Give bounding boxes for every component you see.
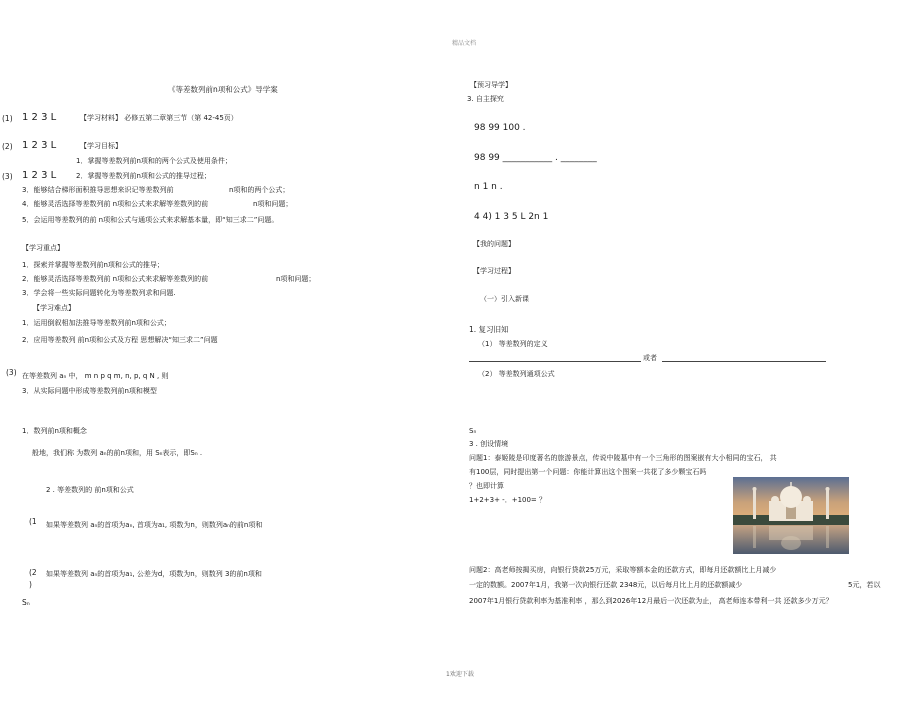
- taj-mahal-photo: [733, 477, 849, 554]
- formula-2-close: ): [29, 580, 32, 589]
- margin-label-3: (3): [2, 172, 13, 181]
- goal-3-end: n项和的两个公式；: [229, 186, 290, 194]
- explore-2: 98 99 ___________ . ________: [474, 153, 597, 163]
- document-title: 《等差数列前n项和公式》导学案: [168, 85, 278, 94]
- margin-sequence-2: 1 2 3 L: [22, 140, 57, 151]
- problem-2-line-1: 问题2：高老师按揭买房，向银行贷款25万元，采取等额本金的还款方式，即每月还款额比上月减少: [469, 566, 777, 574]
- formula-heading: 2 . 等差数列的 前n项和公式: [46, 486, 134, 494]
- problem-1-line-1: 问题1：泰姬陵是印度著名的旅游景点，传说中陵墓中有一个三角形的图案嵌有大小相同的宝石， 共: [469, 454, 777, 462]
- goals-heading: 【学习目标】: [80, 142, 122, 150]
- problem-2-line-2-end: 5元，若以: [848, 581, 881, 589]
- goal-1: 1．掌握等差数列前n项和的两个公式及使用条件；: [76, 157, 232, 165]
- concept-definition: 般地，我们称 为数列 aₙ的前n项和，用 Sₙ表示，即Sₙ .: [32, 449, 203, 457]
- margin-sequence-3: 1 2 3 L: [22, 170, 57, 181]
- or-label: 或者: [643, 354, 657, 362]
- preview-heading: 【预习导学】: [470, 81, 512, 89]
- formula-1-label: (1: [29, 517, 37, 526]
- scene-heading: 3 . 创设情境: [469, 440, 509, 448]
- sequence-condition: 在等差数列 aₙ 中， m n p q m, n, p, q N , 则: [22, 372, 169, 380]
- difficulties-heading: 【学习难点】: [33, 304, 75, 312]
- part-1-heading: （一）引入新课: [480, 295, 529, 303]
- goal-2: 2．掌握等差数列前n项和公式的推导过程；: [76, 172, 211, 180]
- concept-heading: 1．数列前n项和概念: [22, 427, 87, 435]
- problem-1-line-3: ？也即计算: [469, 482, 504, 490]
- margin-label-4: (3): [6, 368, 17, 377]
- margin-sequence-1: 1 2 3 L: [22, 112, 57, 123]
- review-1: （1） 等差数列的定义: [478, 340, 548, 348]
- answer-line-1: [469, 361, 641, 362]
- review-2: （2） 等差数列通项公式: [478, 370, 555, 378]
- formula-1: 如果等差数列 aₙ的首项为aₙ, 首项为a₁, 项数为n，则数列aₙ的前n项和: [46, 521, 263, 529]
- study-materials: 【学习材料】 必修五第二章第三节（第 42-45页）: [80, 114, 238, 122]
- explore-3: n 1 n .: [474, 182, 503, 192]
- key-point-3: 3．学会将一些实际问题转化为等差数列求和问题.: [22, 289, 176, 297]
- goal-5: 5．会运用等差数列的前 n项和公式与通项公式来求解基本量，即“知三求二”问题。: [22, 216, 279, 224]
- goal-4: 4．能够灵活选择等差数列前 n项和公式来求解等差数列的前: [22, 200, 209, 208]
- difficulty-2: 2．应用等差数列 前n项和公式及方程 思想解决“知三求二”问题: [22, 336, 218, 344]
- margin-label-1: (1): [2, 114, 13, 123]
- my-questions-heading: 【我的问题】: [473, 240, 515, 248]
- self-explore: 3. 自主探究: [467, 95, 504, 103]
- problem-1-line-4: 1+2+3+ -．+100= ？: [469, 496, 547, 504]
- page-watermark: 精品文档: [452, 40, 477, 47]
- goal-4-end: n项和问题；: [253, 200, 293, 208]
- margin-label-2: (2): [2, 142, 13, 151]
- key-points-heading: 【学习重点】: [22, 244, 64, 252]
- key-point-2: 2．能够灵活选择等差数列前 n项和公式来求解等差数列的前: [22, 275, 209, 283]
- problem-1-line-2: 有100层，同时提出第一个问题：你能计算出这个图案一共花了多少颗宝石吗: [469, 468, 707, 476]
- answer-line-2: [662, 361, 826, 362]
- sn-symbol: Sₙ: [22, 598, 30, 607]
- sn-label: Sₙ: [469, 427, 477, 435]
- problem-2-line-3: 2007年1月银行贷款利率为基准利率 ，那么到2026年12月最后一次还款为止， 高老师连本带利一共 还款多少万元？: [469, 597, 833, 605]
- process-heading: 【学习过程】: [473, 267, 515, 275]
- explore-1: 98 99 100 .: [474, 123, 526, 133]
- problem-2-line-2: 一定的数额。2007年1月，我第一次向银行还款 2348元，以后每月比上月的还款额减少: [469, 581, 743, 589]
- formula-2-label: (2: [29, 568, 37, 577]
- explore-4: 4 4) 1 3 5 L 2n 1: [474, 212, 549, 222]
- formula-2: 如果等差数列 aₙ的首项为a₁, 公差为d，项数为n，则数列 3的前n项和: [46, 570, 262, 578]
- goal-3: 3．能够结合梯形面积推导思想来识记等差数列前: [22, 186, 174, 194]
- key-point-2-end: n项和问题；: [276, 275, 316, 283]
- review-heading: 1. 复习旧知: [469, 325, 509, 334]
- key-point-1: 1．探索并掌握等差数列前n项和公式的推导；: [22, 261, 164, 269]
- difficulty-1: 1．运用倒叙相加法推导等差数列前n项和公式；: [22, 319, 171, 327]
- difficulty-3: 3．从实际问题中形成等差数列前n项和模型: [22, 387, 157, 395]
- page-footer: 1欢迎下载: [446, 671, 474, 678]
